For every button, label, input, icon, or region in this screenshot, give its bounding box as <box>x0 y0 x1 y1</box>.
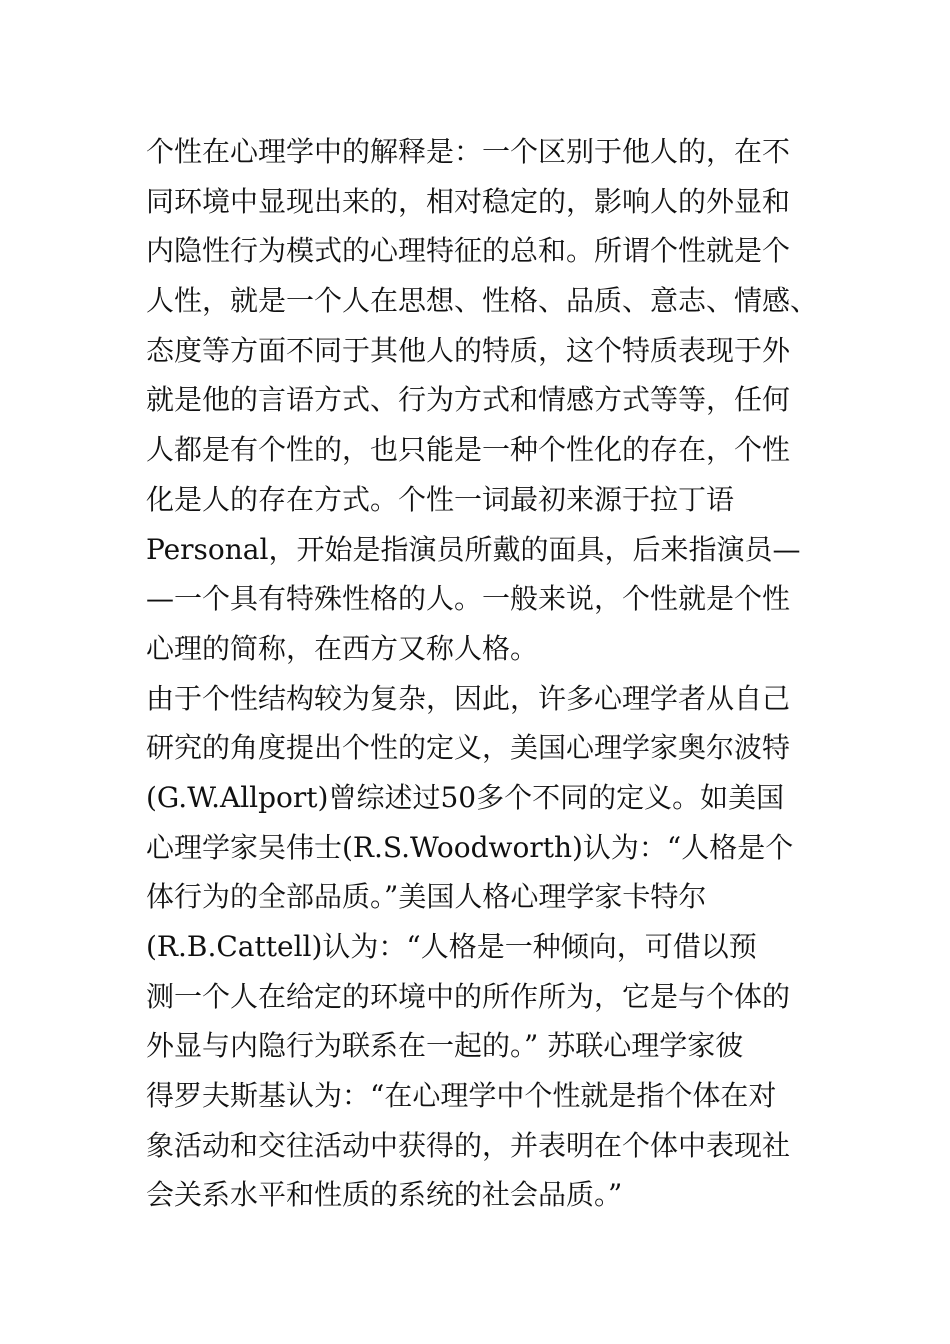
text-line: 由于个性结构较为复杂，因此，许多心理学者从自己 <box>146 681 791 715</box>
text-line: 测一个人在给定的环境中的所作所为，它是与个体的 <box>146 979 791 1013</box>
text-line: 心理学家吴伟士(R.S.Woodworth)认为：“人格是个 <box>146 830 794 864</box>
text-line: 象活动和交往活动中获得的，并表明在个体中表现社 <box>146 1128 791 1162</box>
text-line: 化是人的存在方式。个性一词最初来源于拉丁语 <box>146 482 735 516</box>
text-line: 心理的简称，在西方又称人格。 <box>146 631 539 665</box>
text-line: 人都是有个性的，也只能是一种个性化的存在，个性 <box>146 433 791 467</box>
text-line: 外显与内隐行为联系在一起的。” 苏联心理学家彼 <box>146 1029 744 1063</box>
text-line: (R.B.Cattell)认为：“人格是一种倾向，可借以预 <box>146 930 757 963</box>
text-line: 得罗夫斯基认为：“在心理学中个性就是指个体在对 <box>146 1079 777 1113</box>
paragraph-2 <box>146 674 846 1221</box>
text-line: —一个具有特殊性格的人。一般来说，个性就是个性 <box>146 582 791 616</box>
text-line: 同环境中显现出来的，相对稳定的，影响人的外显和 <box>146 184 791 218</box>
text-line: (G.W.Allport)曾综述过50多个不同的定义。如美国 <box>146 780 785 814</box>
document-body <box>146 127 846 1220</box>
text-line: 会关系水平和性质的系统的社会品质。” <box>146 1178 623 1212</box>
text-line: 体行为的全部品质。”美国人格心理学家卡特尔 <box>146 880 707 914</box>
text-line: 研究的角度提出个性的定义，美国心理学家奥尔波特 <box>146 731 791 765</box>
text-line: 人性，就是一个人在思想、性格、品质、意志、情感、 <box>146 284 819 318</box>
text-line: 个性在心理学中的解释是：一个区别于他人的，在不 <box>146 135 791 168</box>
text-line: 内隐性行为模式的心理特征的总和。所谓个性就是个 <box>146 234 791 268</box>
text-line: 就是他的言语方式、行为方式和情感方式等等，任何 <box>146 383 791 417</box>
paragraph-1 <box>146 127 846 674</box>
text-line: Personal，开始是指演员所戴的面具，后来指演员— <box>146 532 801 566</box>
text-line: 态度等方面不同于其他人的特质，这个特质表现于外 <box>146 333 791 367</box>
